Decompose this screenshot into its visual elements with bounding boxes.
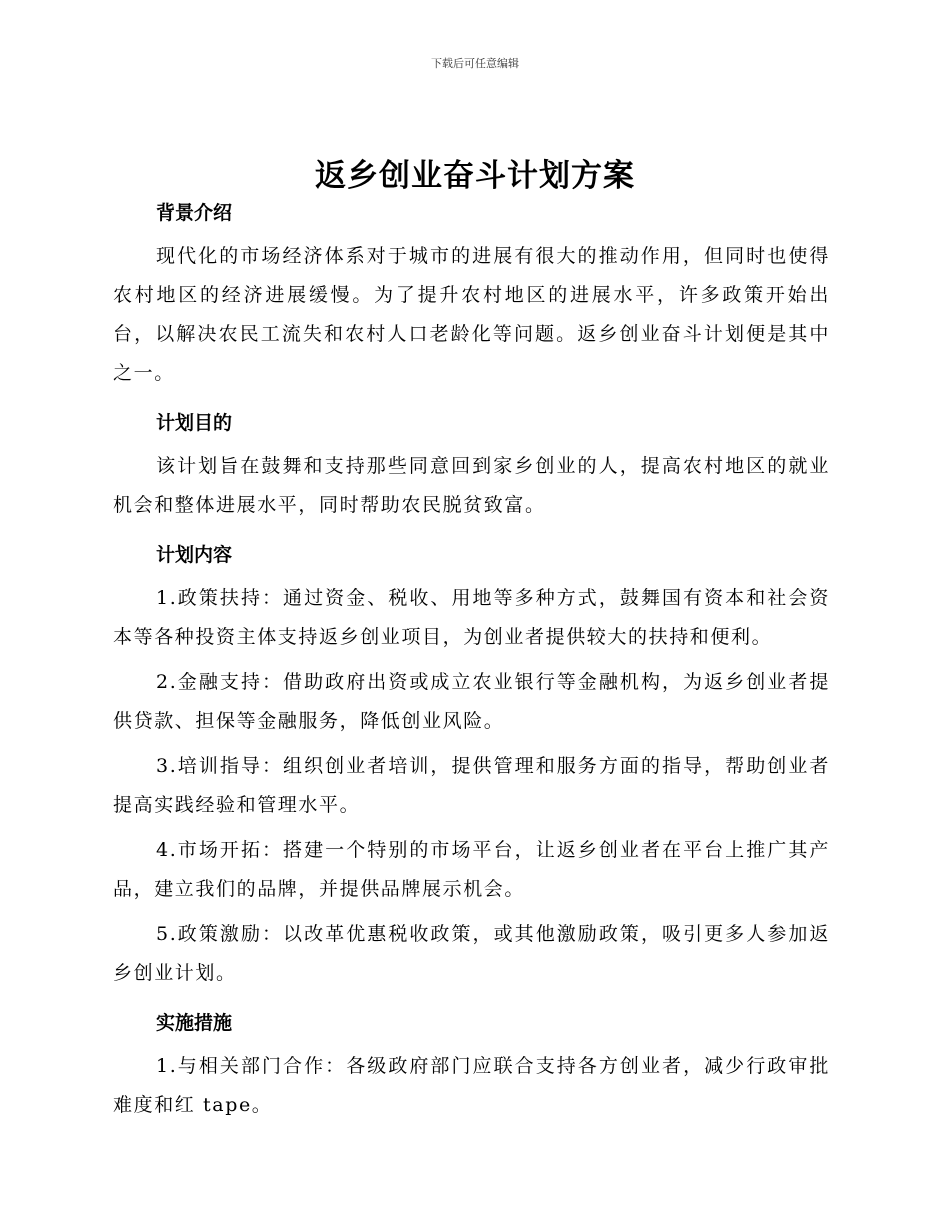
section-heading-background: 背景介绍 — [156, 202, 233, 224]
paragraph-content-2: 2.金融支持：借助政府出资或成立农业银行等金融机构，为返乡创业者提供贷款、担保等金融服务，降低创业风险。 — [113, 671, 830, 732]
section-heading-content: 计划内容 — [156, 544, 233, 566]
paragraph-purpose: 该计划旨在鼓舞和支持那些同意回到家乡创业的人，提高农村地区的就业机会和整体进展水平，同时帮助农民脱贫致富。 — [113, 455, 830, 516]
document-body — [113, 195, 830, 1125]
paragraph-background: 现代化的市场经济体系对于城市的进展有很大的推动作用，但同时也使得农村地区的经济进展缓慢。为了提升农村地区的进展水平，许多政策开始出台，以解决农民工流失和农村人口老龄化等问题。返乡创业奋斗计划便是其中之一。 — [113, 245, 830, 384]
document-title: 返乡创业奋斗计划方案 — [315, 158, 635, 194]
paragraph-measures-1: 1.与相关部门合作：各级政府部门应联合支持各方创业者，减少行政审批难度和红 tape。 — [113, 1055, 830, 1116]
paragraph-content-4: 4.市场开拓：搭建一个特别的市场平台，让返乡创业者在平台上推广其产品，建立我们的品牌，并提供品牌展示机会。 — [113, 839, 830, 900]
section-heading-purpose: 计划目的 — [156, 412, 233, 434]
header-note: 下载后可任意编辑 — [431, 57, 519, 70]
paragraph-content-3: 3.培训指导：组织创业者培训，提供管理和服务方面的指导，帮助创业者提高实践经验和管理水平。 — [113, 755, 830, 816]
section-heading-measures: 实施措施 — [156, 1012, 233, 1034]
paragraph-content-1: 1.政策扶持：通过资金、税收、用地等多种方式，鼓舞国有资本和社会资本等各种投资主体支持返乡创业项目，为创业者提供较大的扶持和便利。 — [113, 587, 830, 648]
paragraph-content-5: 5.政策激励：以改革优惠税收政策，或其他激励政策，吸引更多人参加返乡创业计划。 — [113, 923, 830, 984]
